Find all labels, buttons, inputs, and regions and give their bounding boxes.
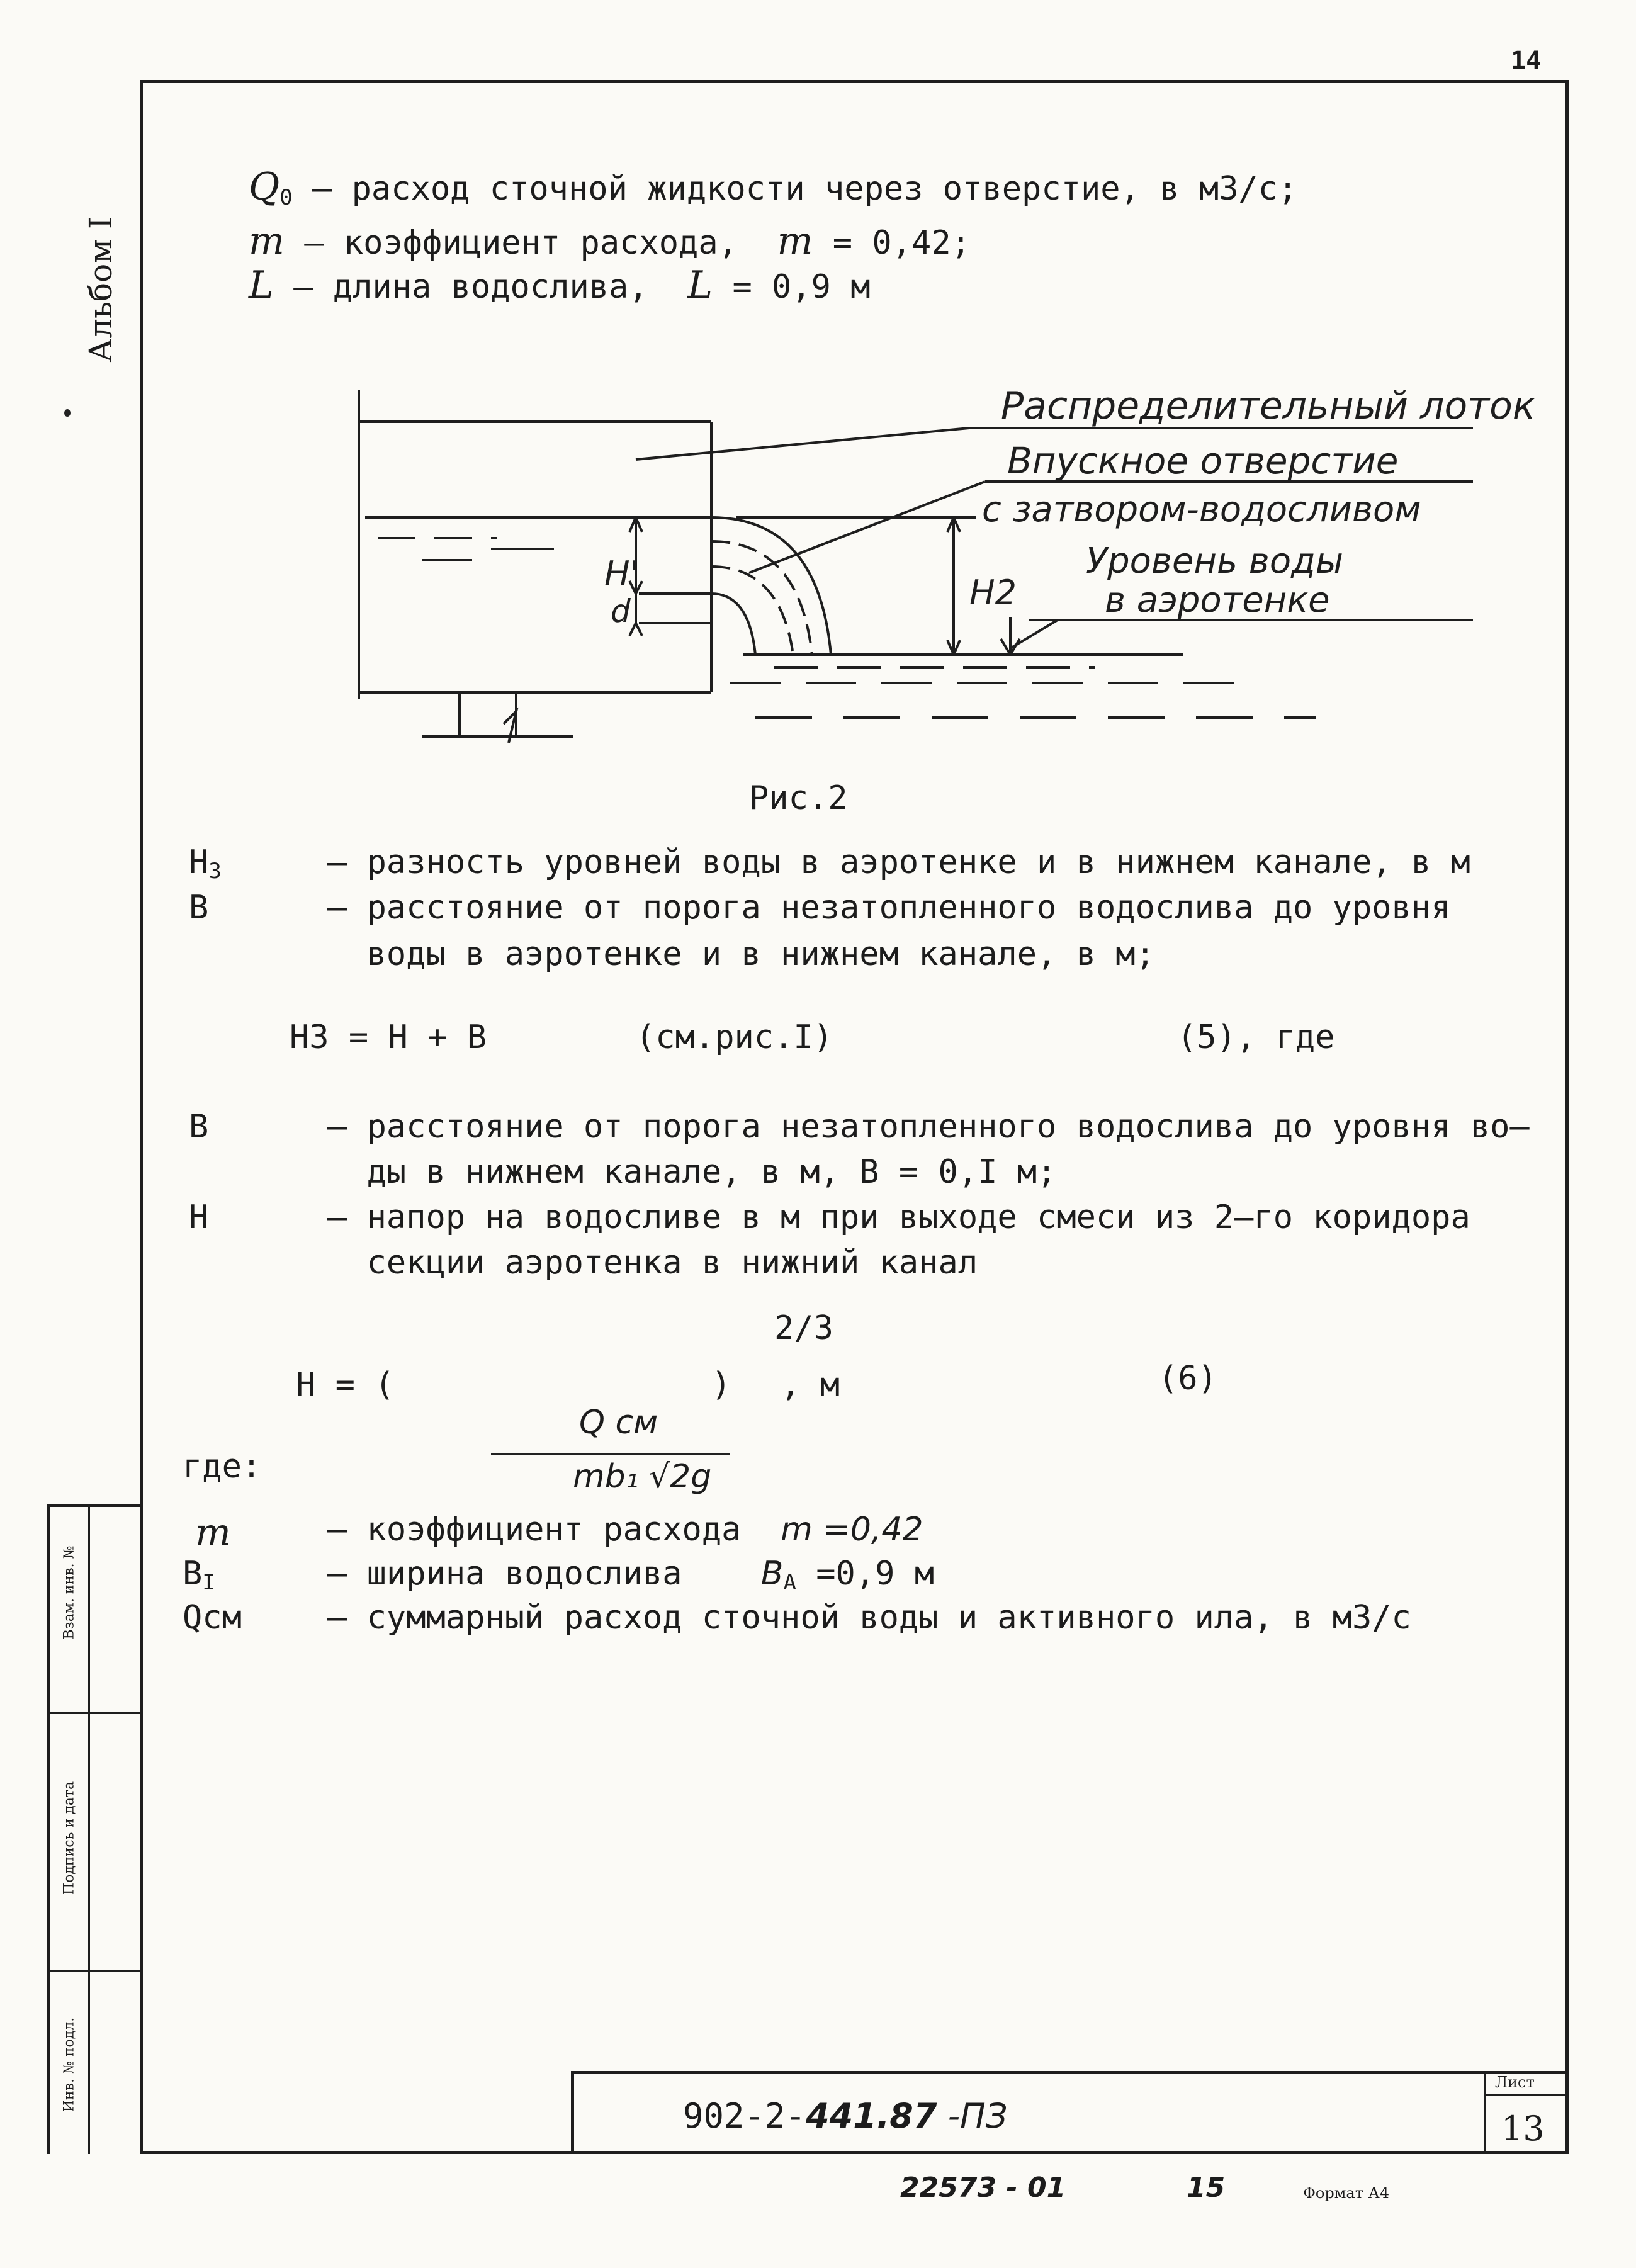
label-inlet-gate: с затвором-водосливом [982, 489, 1421, 530]
formula-5-number: (5), где [1177, 1018, 1335, 1056]
def-qcm-sym: Qсм [183, 1599, 242, 1637]
formula-6-lhs: Н = ( [296, 1366, 395, 1404]
inventory-number: 22573 - 01 [900, 2172, 1066, 2204]
def-h3-text: – разность уровней воды в аэротенке и в нижнем канале, в м [327, 843, 1470, 881]
def-m2-text: – коэффициент расхода m =0,42 [327, 1511, 923, 1549]
formula-5-lhs: НЗ = Н + В [290, 1018, 487, 1056]
def-b2-cont: ды в нижнем канале, в м, В = 0,I м; [327, 1153, 1057, 1191]
corner-page-number: 14 [1511, 47, 1542, 76]
def-b1w-text: – ширина водослива $В_A =0,9$ м [327, 1555, 935, 1595]
def-qcm-text: – суммарный расход сточной воды и активного ила, в м3/с [327, 1599, 1411, 1637]
side-stamp-row-line [47, 1970, 140, 1972]
side-stamp-label: Инв. № подл. [61, 2017, 77, 2113]
def-m: m – коэффициент расхода, m = 0,42; [249, 219, 971, 263]
def-b2-text: – расстояние от порога незатопленного водослива до уровня во– [327, 1108, 1530, 1146]
side-stamp-divider [88, 1504, 90, 2154]
formula-6-number: (6) [1158, 1360, 1217, 1397]
formula-6-numerator: Q см [579, 1404, 658, 1441]
figure-caption: Рис.2 [749, 779, 848, 817]
def-b1w-sym: $В_I$ [183, 1555, 215, 1595]
document-code: 902-2-441.87 -ПЗ [683, 2096, 1008, 2136]
def-b1-cont: воды в аэротенке и в нижнем канале, в м; [327, 935, 1155, 973]
label-water-level: Уровень воды [1086, 541, 1344, 582]
def-h-cont: секции аэротенка в нижний канал [327, 1244, 978, 1282]
label-in-aerotank: в аэротенке [1105, 580, 1330, 621]
sheet-number: 13 [1501, 2109, 1545, 2148]
formula-6-unit: , м [781, 1366, 840, 1404]
label-h2: H2 [969, 573, 1017, 612]
where-label: где: [183, 1448, 262, 1486]
def-q0: $Q_0$ – расход сточной жидкости через отверстие, в м3/с; [249, 165, 1298, 210]
label-d: d [611, 593, 631, 629]
fraction-bar [491, 1453, 730, 1455]
sheet-divider [1484, 2094, 1569, 2096]
def-h-text: – напор на водосливе в м при выходе смеси из 2–го коридора [327, 1199, 1470, 1236]
footer-page-number: 15 [1187, 2172, 1226, 2204]
label-h1: H' [604, 554, 640, 594]
def-h3-sym: $H_3$ [189, 843, 222, 884]
def-b1-sym: В [189, 889, 209, 927]
sheet-label: Лист [1495, 2073, 1535, 2091]
def-b1-text: – расстояние от порога незатопленного водослива до уровня [327, 889, 1451, 927]
formula-6-rparen: ) [711, 1366, 731, 1404]
formula-5-ref: (см.рис.I) [636, 1018, 833, 1056]
paper-format: Формат А4 [1303, 2184, 1390, 2202]
album-label: Альбом I [82, 217, 119, 363]
label-inlet-opening: Впускное отверстие [1007, 439, 1399, 482]
side-stamp-label: Взам. инв. № [61, 1545, 77, 1640]
side-stamp-label: Подпись и дата [61, 1781, 77, 1895]
formula-6-denominator: mb₁ √2g [573, 1458, 712, 1496]
figure-2-diagram [340, 353, 1536, 793]
def-h-sym: Н [189, 1199, 209, 1236]
label-distribution-tray: Распределительный лоток [1001, 384, 1536, 428]
def-l: L – длина водослива, L = 0,9 м [249, 263, 871, 307]
def-b2-sym: В [189, 1108, 209, 1146]
margin-dot [64, 409, 71, 417]
side-stamp-row-line [47, 1712, 140, 1714]
def-m2-sym: m [195, 1511, 231, 1555]
formula-6-exponent: 2/3 [774, 1309, 833, 1347]
